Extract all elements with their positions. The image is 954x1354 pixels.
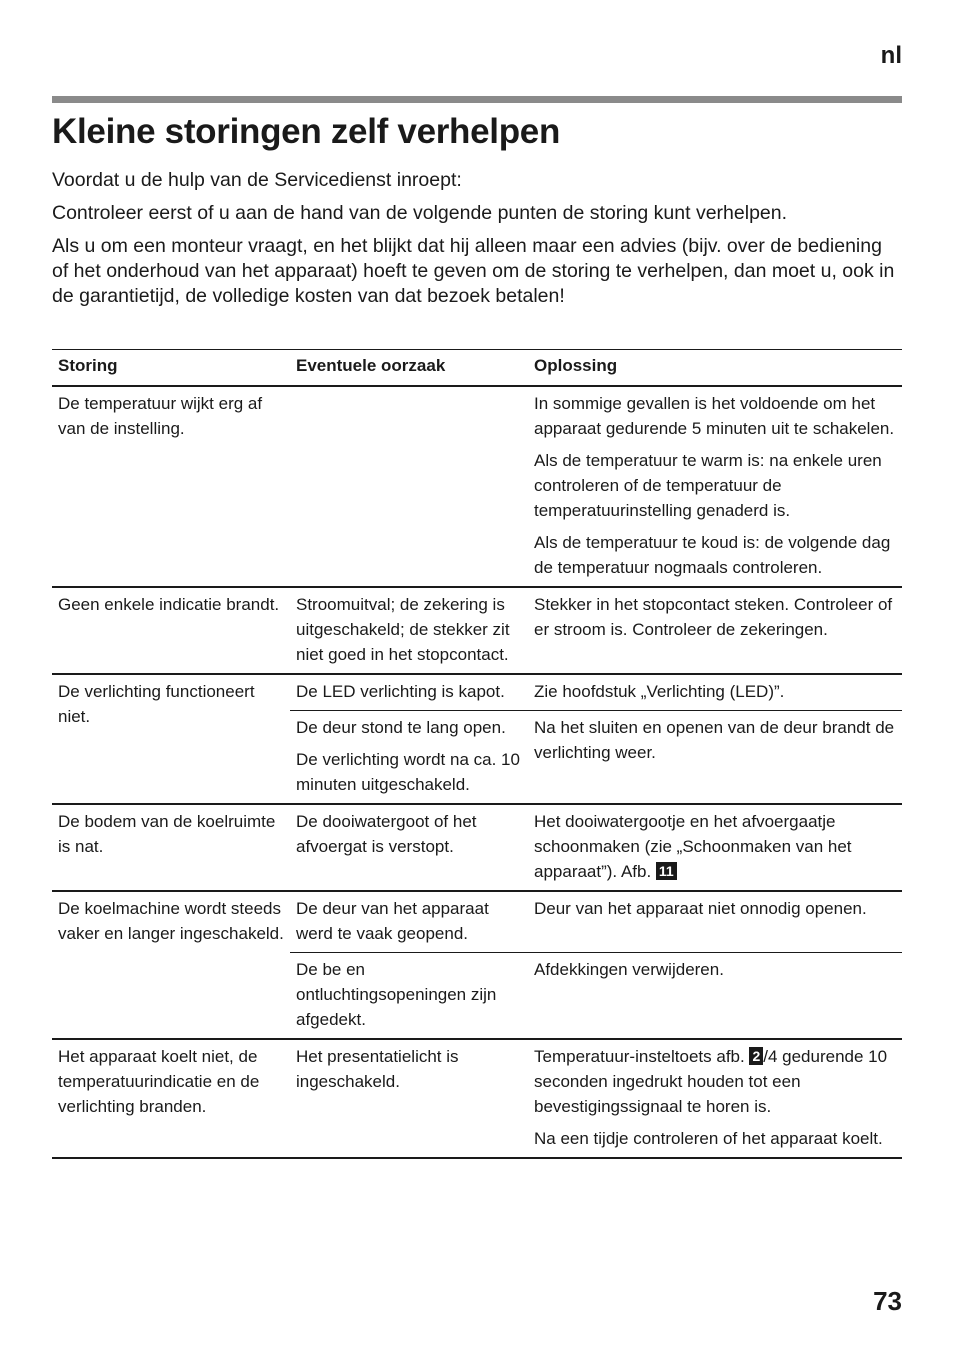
cell-storing: De verlichting functioneert niet. [52, 674, 290, 804]
cause-text: De deur stond te lang open. [296, 718, 506, 737]
cell-oorzaak [290, 386, 528, 587]
figure-number-badge: 11 [656, 862, 677, 880]
intro-text [52, 168, 902, 317]
cell-storing: De temperatuur wijkt erg af van de instelling. [52, 386, 290, 587]
solution-text [534, 1044, 896, 1119]
table-row [52, 891, 902, 953]
cell-oorzaak: De LED verlichting is kapot. [290, 674, 528, 711]
cell-storing: De koelmachine wordt steeds vaker en langer ingeschakeld. [52, 891, 290, 1039]
solution-text: In sommige gevallen is het voldoende om het apparaat gedurende 5 minuten uit te schakelen. [534, 394, 895, 438]
table-row [52, 674, 902, 711]
cell-oplossing: Na het sluiten en openen van de deur brandt de verlichting weer. [528, 711, 902, 805]
solution-text: Het dooiwatergootje en het afvoergaatje schoonmaken (zie „Schoonmaken van het apparaat”). Afb. [534, 812, 852, 881]
cell-storing: Het apparaat koelt niet, de temperatuurindicatie en de verlichting branden. [52, 1039, 290, 1158]
cell-oplossing: Zie hoofdstuk „Verlichting (LED)”. [528, 674, 902, 711]
header-oplossing: Oplossing [528, 350, 902, 387]
language-label: nl [880, 42, 902, 69]
intro-paragraph: Voordat u de hulp van de Servicedienst inroept: [52, 169, 462, 191]
page-number: 73 [873, 1286, 902, 1316]
cell-oorzaak: De deur van het apparaat werd te vaak geopend. [290, 891, 528, 953]
page-title: Kleine storingen zelf verhelpen [52, 112, 561, 151]
solution-text-post: /4 gedurende 10 seconden ingedrukt houden tot een bevestigingssignaal te horen is. [534, 1047, 888, 1116]
intro-paragraph: Controleer eerst of u aan de hand van de volgende punten de storing kunt verhelpen. [52, 202, 788, 224]
cell-oorzaak [290, 711, 528, 805]
cell-storing: De bodem van de koelruimte is nat. [52, 804, 290, 891]
header-rule [52, 96, 902, 103]
header-storing: Storing [52, 350, 290, 387]
cell-oplossing: Afdekkingen verwijderen. [528, 953, 902, 1040]
solution-text: Na een tijdje controleren of het apparaat koelt. [534, 1129, 883, 1148]
cause-text: De verlichting wordt na ca. 10 minuten uitgeschakeld. [296, 750, 520, 794]
table-row [52, 804, 902, 891]
cell-oplossing [528, 1039, 902, 1158]
cell-storing: Geen enkele indicatie brandt. [52, 587, 290, 674]
cell-oorzaak: Het presentatielicht is ingeschakeld. [290, 1039, 528, 1158]
table-row [52, 1039, 902, 1158]
figure-number-badge: 2 [749, 1047, 763, 1065]
solution-text: Als de temperatuur te koud is: de volgende dag de temperatuur nogmaals controleren. [534, 533, 891, 577]
cell-oplossing [528, 386, 902, 587]
header-oorzaak: Eventuele oorzaak [290, 350, 528, 387]
cell-oorzaak: Stroomuitval; de zekering is uitgeschakeld; de stekker zit niet goed in het stopcontact. [290, 587, 528, 674]
cell-oorzaak: De be en ontluchtingsopeningen zijn afgedekt. [290, 953, 528, 1040]
solution-text-pre: Temperatuur-insteltoets afb. [534, 1047, 745, 1066]
table-row [52, 587, 902, 674]
intro-paragraph: Als u om een monteur vraagt, en het blijkt dat hij alleen maar een advies (bijv. over de bediening of het onderhoud van het apparaat) hoeft te geven om de storing te verhelpen, dan moet u, ook in de garantietijd, de volledige kosten van dat bezoek betalen! [52, 235, 895, 307]
cell-oorzaak: De dooiwatergoot of het afvoergat is verstopt. [290, 804, 528, 891]
table-row [52, 386, 902, 587]
cell-oplossing: Stekker in het stopcontact steken. Controleer of er stroom is. Controleer de zekeringen. [528, 587, 902, 674]
cell-oplossing [528, 804, 902, 891]
solution-text: Als de temperatuur te warm is: na enkele uren controleren of de temperatuur de temperatuurinstelling genaderd is. [534, 451, 882, 520]
table-header-row [52, 350, 902, 387]
troubleshooting-table [52, 349, 902, 1159]
cell-oplossing: Deur van het apparaat niet onnodig openen. [528, 891, 902, 953]
